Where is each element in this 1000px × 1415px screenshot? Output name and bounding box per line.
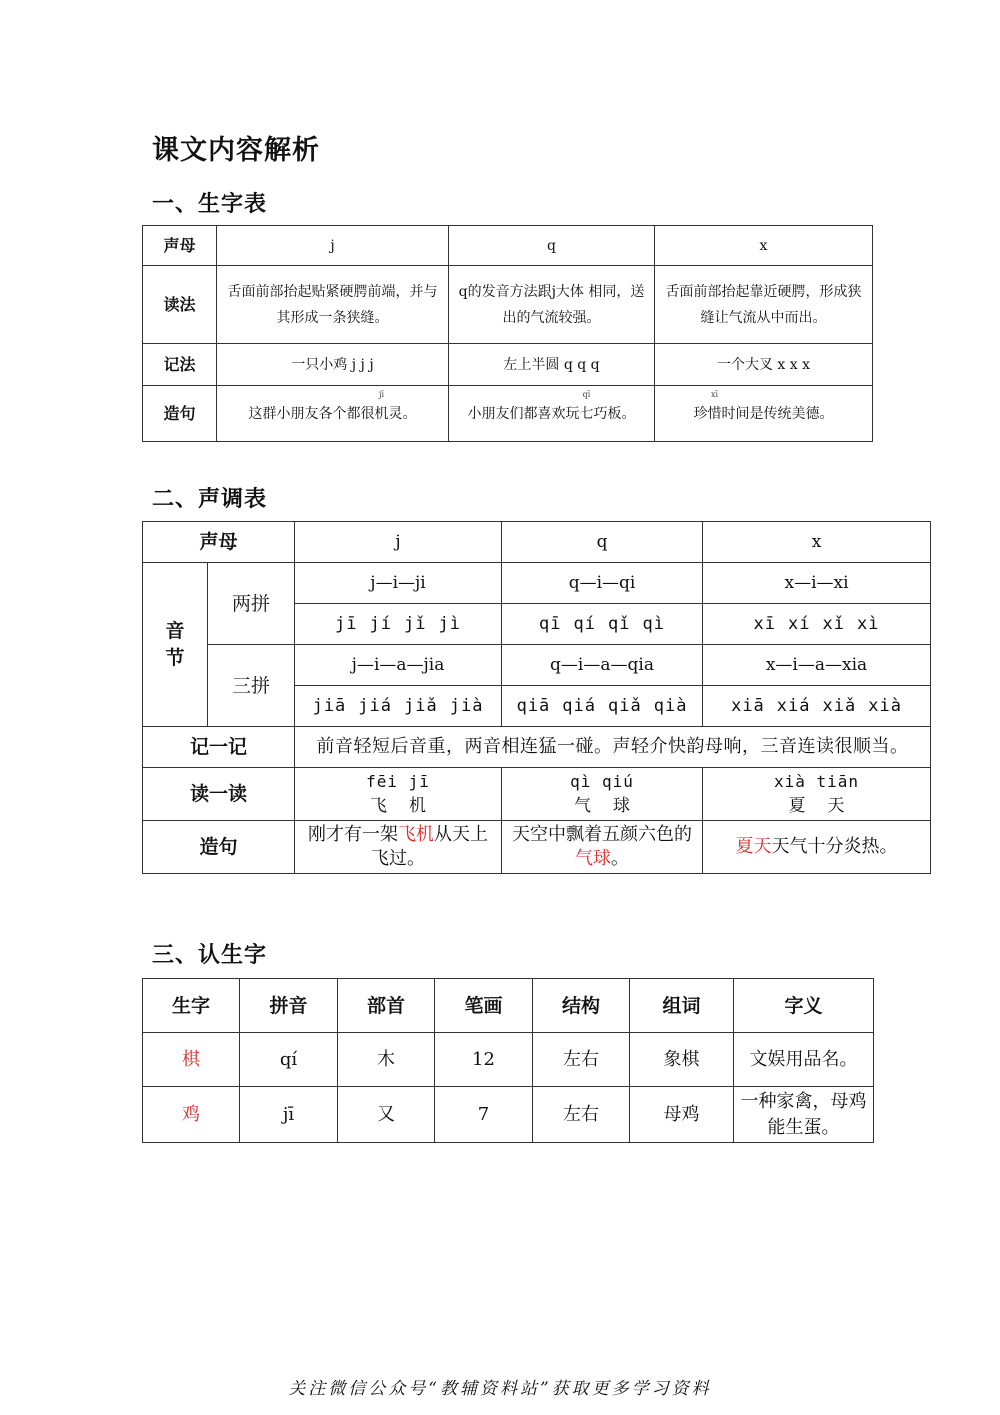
sentence-text: 时间是传统美德。 — [721, 405, 834, 422]
header-words: 组词 — [630, 979, 734, 1033]
char-cell: 鸡 — [143, 1087, 240, 1143]
highlight-word: 飞机 — [398, 824, 435, 845]
strokes-cell: 7 — [435, 1087, 533, 1143]
words-cell: 母鸡 — [630, 1087, 734, 1143]
section3-heading: 三、认生字 — [152, 943, 268, 968]
header-radical: 部首 — [338, 979, 435, 1033]
three-spell-label: 三拼 — [208, 645, 295, 727]
remember-label: 记一记 — [143, 727, 295, 768]
col-q: q — [449, 226, 655, 266]
read-pinyin: xià tiān — [773, 772, 860, 791]
read-hanzi: 夏天 — [788, 796, 867, 816]
structure-cell: 左右 — [533, 1033, 630, 1087]
header-pinyin: 拼音 — [240, 979, 338, 1033]
header-char: 生字 — [143, 979, 240, 1033]
strokes-cell: 12 — [435, 1033, 533, 1087]
sentence-text: 珍 — [693, 405, 708, 422]
pinyin-cell: qí — [240, 1033, 338, 1087]
read-label: 读一读 — [143, 768, 295, 821]
tone-sentence-label: 造句 — [143, 821, 295, 874]
sentence-text: 巧板。 — [593, 405, 636, 422]
row-label-memory: 记法 — [143, 344, 217, 386]
three-tones-q: qiā qiá qiǎ qià — [502, 686, 703, 727]
sentence-text: 小朋友们都喜欢玩 — [467, 405, 580, 422]
header-structure: 结构 — [533, 979, 630, 1033]
two-tones-x: xī xí xǐ xì — [703, 604, 931, 645]
memory-j: 一只小鸡 j j j — [217, 344, 449, 386]
remember-text: 前音轻短后音重，两音相连猛一碰。声轻介快韵母响，三音连读很顺当。 — [295, 727, 931, 768]
two-tones-q: qī qí qǐ qì — [502, 604, 703, 645]
row-label-pronunciation: 读法 — [143, 266, 217, 344]
pronunciation-q: q的发音方法跟j大体 相同，送出的气流较强。 — [449, 266, 655, 344]
highlight-word: 气球 — [575, 848, 612, 869]
ruby-base: 七 — [579, 405, 594, 422]
ruby-pinyin: jī — [378, 389, 385, 399]
three-spell-x: x—i—a—xia — [703, 645, 931, 686]
header-meaning: 字义 — [734, 979, 874, 1033]
tone-sentence-1: 刚才有一架飞机从天上飞过。 — [295, 821, 502, 874]
three-tones-x: xiā xiá xiǎ xià — [703, 686, 931, 727]
meaning-cell: 一种家禽，母鸡能生蛋。 — [734, 1087, 874, 1143]
sentence-text: 这群小朋友各个都很 — [248, 405, 375, 422]
ruby-char — [579, 389, 594, 427]
radical-cell: 又 — [338, 1087, 435, 1143]
sentence-q — [449, 386, 655, 442]
memory-x: 一个大叉 x x x — [655, 344, 873, 386]
letter-table — [142, 225, 873, 442]
row-label-sentence: 造句 — [143, 386, 217, 442]
read-pinyin: qì qiú — [570, 772, 634, 791]
pronunciation-j: 舌面前部抬起贴紧硬腭前端，并与其形成一条狭缝。 — [217, 266, 449, 344]
tone-sentence-2: 天空中飘着五颜六色的气球。 — [502, 821, 703, 874]
highlight-word: 夏天 — [735, 836, 772, 857]
syllable-label — [143, 563, 208, 727]
pronunciation-x: 舌面前部抬起靠近硬腭，形成狭缝让气流从中而出。 — [655, 266, 873, 344]
two-spell-q: q—i—qi — [502, 563, 703, 604]
sentence-text: 灵。 — [388, 405, 417, 422]
structure-cell: 左右 — [533, 1087, 630, 1143]
row-label-initial: 声母 — [143, 226, 217, 266]
page-title: 课文内容解析 — [152, 135, 320, 166]
two-spell-j: j—i—ji — [295, 563, 502, 604]
ruby-pinyin: xī — [710, 389, 719, 399]
table-row — [143, 1087, 874, 1143]
radical-cell: 木 — [338, 1033, 435, 1087]
tone-table — [142, 521, 931, 874]
read-hanzi: 气球 — [574, 796, 653, 816]
table-row — [143, 1033, 874, 1087]
ruby-char — [374, 389, 389, 427]
meaning-cell: 文娱用品名。 — [734, 1033, 874, 1087]
ruby-pinyin: qī — [582, 389, 591, 399]
ruby-base: 机 — [374, 405, 389, 422]
three-spell-q: q—i—a—qia — [502, 645, 703, 686]
read-pinyin: fēi jī — [366, 772, 430, 791]
section2-heading: 二、声调表 — [152, 487, 268, 512]
two-tones-j: jī jí jǐ jì — [295, 604, 502, 645]
two-spell-x: x—i—xi — [703, 563, 931, 604]
sentence-j — [217, 386, 449, 442]
read-item-2 — [502, 768, 703, 821]
header-strokes: 笔画 — [435, 979, 533, 1033]
read-item-1 — [295, 768, 502, 821]
section1-heading: 一、生字表 — [152, 192, 268, 217]
three-spell-j: j—i—a—jia — [295, 645, 502, 686]
tone-col-j: j — [295, 522, 502, 563]
character-table — [142, 978, 874, 1143]
tone-sentence-3: 夏天天气十分炎热。 — [703, 821, 931, 874]
col-x: x — [655, 226, 873, 266]
pinyin-cell: jī — [240, 1087, 338, 1143]
syllable-label-text: 音 节 — [165, 619, 185, 669]
ruby-base: 惜 — [707, 405, 722, 422]
footer-note: 关注微信公众号“教辅资料站”获取更多学习资料 — [288, 1379, 712, 1399]
read-item-3 — [703, 768, 931, 821]
tone-col-x: x — [703, 522, 931, 563]
two-spell-label: 两拼 — [208, 563, 295, 645]
sentence-x — [655, 386, 873, 442]
three-tones-j: jiā jiá jiǎ jià — [295, 686, 502, 727]
read-hanzi: 飞机 — [370, 796, 449, 816]
tone-header-label: 声母 — [143, 522, 295, 563]
tone-col-q: q — [502, 522, 703, 563]
memory-q: 左上半圆 q q q — [449, 344, 655, 386]
char-cell: 棋 — [143, 1033, 240, 1087]
ruby-char — [707, 389, 722, 427]
col-j: j — [217, 226, 449, 266]
words-cell: 象棋 — [630, 1033, 734, 1087]
